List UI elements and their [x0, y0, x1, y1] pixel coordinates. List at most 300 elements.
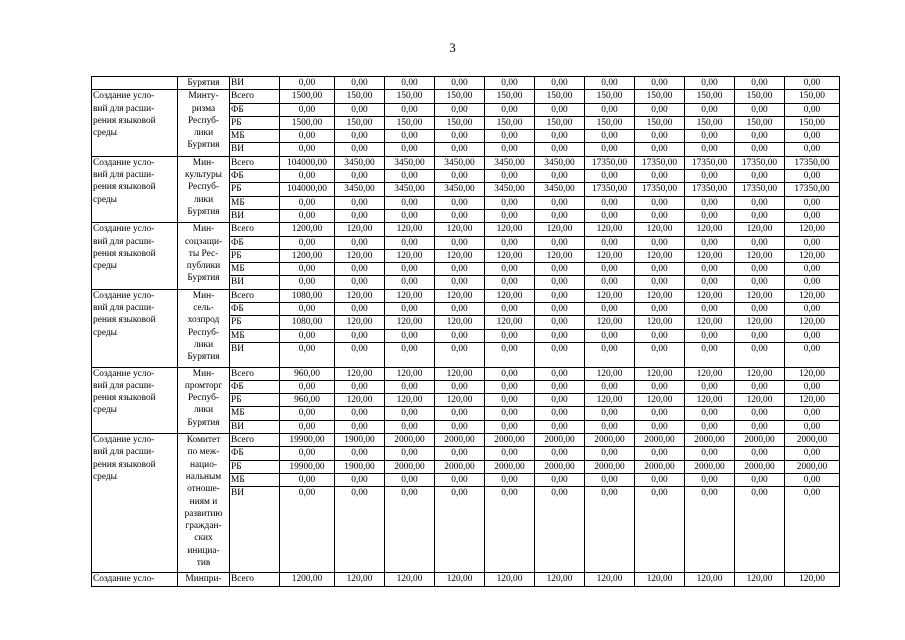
amount-cell: 0,00: [785, 420, 840, 433]
amount-cell: 0,00: [585, 276, 635, 289]
amount-cell: 0,00: [280, 209, 335, 222]
amount-cell: 120,00: [685, 289, 735, 302]
amount-cell: 0,00: [535, 342, 585, 367]
amount-cell: 0,00: [435, 263, 485, 276]
amount-cell: 0,00: [485, 130, 535, 143]
amount-cell: 2000,00: [385, 434, 435, 447]
amount-cell: 120,00: [785, 367, 840, 380]
amount-cell: 0,00: [280, 276, 335, 289]
amount-cell: 120,00: [585, 223, 635, 236]
amount-cell: 150,00: [585, 90, 635, 103]
amount-cell: 0,00: [385, 380, 435, 393]
funding-source-cell: ВИ: [230, 342, 280, 367]
amount-cell: 3450,00: [385, 156, 435, 169]
amount-cell: 17350,00: [735, 156, 785, 169]
executor-cell: [178, 434, 230, 573]
funding-source-cell: ВИ: [230, 487, 280, 573]
amount-cell: 0,00: [280, 303, 335, 316]
amount-cell: 0,00: [735, 77, 785, 90]
amount-cell: 2000,00: [585, 460, 635, 473]
funding-source-cell: ФБ: [230, 103, 280, 116]
funding-source-cell: ВИ: [230, 143, 280, 156]
event-line: рения языковой: [93, 182, 156, 193]
amount-cell: 0,00: [785, 130, 840, 143]
amount-cell: 0,00: [735, 209, 785, 222]
amount-cell: 2000,00: [385, 460, 435, 473]
amount-cell: 0,00: [335, 103, 385, 116]
executor-line: Бурятия: [187, 352, 220, 363]
amount-cell: 2000,00: [635, 460, 685, 473]
amount-cell: 0,00: [585, 342, 635, 367]
executor-cell: [178, 77, 230, 90]
executor-line: Респуб-: [187, 393, 220, 404]
amount-cell: 17350,00: [635, 183, 685, 196]
amount-cell: 150,00: [335, 90, 385, 103]
amount-cell: 120,00: [435, 249, 485, 262]
funding-source-cell: МБ: [230, 263, 280, 276]
amount-cell: 0,00: [635, 263, 685, 276]
amount-cell: 0,00: [585, 263, 635, 276]
funding-source-cell: МБ: [230, 130, 280, 143]
executor-cell: [178, 367, 230, 433]
amount-cell: 0,00: [280, 130, 335, 143]
amount-cell: 0,00: [585, 303, 635, 316]
funding-source-cell: Всего: [230, 434, 280, 447]
amount-cell: 0,00: [735, 447, 785, 460]
amount-cell: 0,00: [335, 329, 385, 342]
amount-cell: 120,00: [635, 249, 685, 262]
amount-cell: 0,00: [685, 209, 735, 222]
amount-cell: 0,00: [335, 77, 385, 90]
amount-cell: 150,00: [785, 90, 840, 103]
amount-cell: 17350,00: [585, 156, 635, 169]
amount-cell: 0,00: [535, 276, 585, 289]
amount-cell: 0,00: [385, 342, 435, 367]
amount-cell: 0,00: [485, 394, 535, 407]
amount-cell: 120,00: [635, 316, 685, 329]
amount-cell: 120,00: [335, 249, 385, 262]
amount-cell: 150,00: [435, 90, 485, 103]
amount-cell: 120,00: [785, 394, 840, 407]
amount-cell: 0,00: [280, 342, 335, 367]
event-cell: [92, 156, 178, 222]
amount-cell: 0,00: [280, 447, 335, 460]
amount-cell: 120,00: [785, 249, 840, 262]
executor-line: хозпрод: [187, 315, 220, 326]
amount-cell: 120,00: [335, 573, 385, 586]
funding-source-cell: ВИ: [230, 209, 280, 222]
amount-cell: 150,00: [735, 90, 785, 103]
amount-cell: 120,00: [685, 223, 735, 236]
amount-cell: 0,00: [435, 196, 485, 209]
amount-cell: 120,00: [385, 573, 435, 586]
executor-cell: [178, 289, 230, 367]
amount-cell: 0,00: [535, 196, 585, 209]
amount-cell: 17350,00: [735, 183, 785, 196]
amount-cell: 120,00: [435, 394, 485, 407]
amount-cell: 2000,00: [685, 460, 735, 473]
funding-source-cell: РБ: [230, 183, 280, 196]
amount-cell: 120,00: [435, 223, 485, 236]
amount-cell: 120,00: [485, 223, 535, 236]
amount-cell: 0,00: [785, 473, 840, 486]
amount-cell: 0,00: [535, 263, 585, 276]
amount-cell: 0,00: [785, 209, 840, 222]
amount-cell: 0,00: [685, 303, 735, 316]
executor-line: Минпри-: [185, 574, 222, 585]
event-line: Создание усло-: [93, 91, 155, 102]
executor-cell: [178, 156, 230, 222]
amount-cell: 0,00: [735, 236, 785, 249]
amount-cell: 0,00: [485, 329, 535, 342]
amount-cell: 0,00: [735, 103, 785, 116]
amount-cell: 0,00: [435, 329, 485, 342]
amount-cell: 0,00: [385, 77, 435, 90]
amount-cell: 2000,00: [585, 434, 635, 447]
amount-cell: 120,00: [635, 367, 685, 380]
executor-line: соцзащи-: [184, 236, 223, 247]
amount-cell: 120,00: [635, 573, 685, 586]
executor-line: Мин-: [192, 224, 215, 235]
amount-cell: 104000,00: [280, 183, 335, 196]
executor-cell: [178, 223, 230, 289]
amount-cell: 0,00: [335, 342, 385, 367]
funding-source-cell: Всего: [230, 289, 280, 302]
amount-cell: 0,00: [535, 329, 585, 342]
amount-cell: 0,00: [435, 170, 485, 183]
amount-cell: 0,00: [435, 130, 485, 143]
amount-cell: 0,00: [435, 143, 485, 156]
amount-cell: 0,00: [585, 487, 635, 573]
amount-cell: 3450,00: [335, 183, 385, 196]
amount-cell: 0,00: [785, 447, 840, 460]
amount-cell: 120,00: [585, 316, 635, 329]
amount-cell: 0,00: [585, 420, 635, 433]
amount-cell: 0,00: [635, 130, 685, 143]
amount-cell: 0,00: [535, 407, 585, 420]
amount-cell: 0,00: [385, 170, 435, 183]
amount-cell: 104000,00: [280, 156, 335, 169]
amount-cell: 0,00: [685, 263, 735, 276]
amount-cell: 2000,00: [485, 460, 535, 473]
table-row: [92, 156, 840, 169]
executor-cell: [178, 90, 230, 156]
amount-cell: 2000,00: [785, 460, 840, 473]
amount-cell: 0,00: [585, 103, 635, 116]
amount-cell: 0,00: [635, 380, 685, 393]
executor-line: отноше-: [187, 484, 220, 495]
amount-cell: 2000,00: [535, 434, 585, 447]
amount-cell: 0,00: [735, 303, 785, 316]
funding-source-cell: Всего: [230, 90, 280, 103]
amount-cell: 0,00: [280, 236, 335, 249]
table-row: [92, 573, 840, 586]
amount-cell: 0,00: [335, 263, 385, 276]
event-line: среды: [93, 128, 117, 139]
amount-cell: 960,00: [280, 394, 335, 407]
executor-line: лики: [193, 128, 214, 139]
amount-cell: 1900,00: [335, 460, 385, 473]
amount-cell: 120,00: [435, 367, 485, 380]
funding-source-cell: ФБ: [230, 236, 280, 249]
executor-line: лики: [193, 194, 214, 205]
executor-line: тив: [196, 557, 211, 568]
amount-cell: 1200,00: [280, 223, 335, 236]
executor-line: сель-: [193, 303, 214, 314]
amount-cell: 0,00: [280, 143, 335, 156]
event-line: Создание усло-: [93, 290, 155, 301]
amount-cell: 0,00: [385, 143, 435, 156]
amount-cell: 0,00: [785, 263, 840, 276]
executor-line: нальным: [185, 471, 222, 482]
event-line: Создание усло-: [93, 435, 155, 446]
amount-cell: 0,00: [280, 407, 335, 420]
amount-cell: 0,00: [585, 130, 635, 143]
funding-source-cell: РБ: [230, 249, 280, 262]
amount-cell: 1500,00: [280, 116, 335, 129]
amount-cell: 0,00: [335, 473, 385, 486]
amount-cell: 0,00: [635, 303, 685, 316]
amount-cell: 0,00: [435, 276, 485, 289]
amount-cell: 0,00: [635, 103, 685, 116]
executor-line: по меж-: [187, 447, 220, 458]
amount-cell: 0,00: [785, 276, 840, 289]
amount-cell: 0,00: [785, 103, 840, 116]
amount-cell: 0,00: [785, 380, 840, 393]
amount-cell: 0,00: [735, 130, 785, 143]
amount-cell: 0,00: [585, 329, 635, 342]
funding-source-cell: Всего: [230, 367, 280, 380]
executor-line: ты Рес-: [188, 248, 219, 259]
amount-cell: 19900,00: [280, 434, 335, 447]
amount-cell: 0,00: [685, 236, 735, 249]
amount-cell: 2000,00: [735, 434, 785, 447]
amount-cell: 0,00: [685, 380, 735, 393]
amount-cell: 2000,00: [635, 434, 685, 447]
amount-cell: 0,00: [385, 263, 435, 276]
amount-cell: 120,00: [435, 316, 485, 329]
amount-cell: 0,00: [585, 380, 635, 393]
amount-cell: 120,00: [485, 289, 535, 302]
amount-cell: 0,00: [535, 367, 585, 380]
amount-cell: 120,00: [485, 316, 535, 329]
event-line: Создание усло-: [93, 157, 155, 168]
amount-cell: 0,00: [385, 130, 435, 143]
amount-cell: 0,00: [335, 380, 385, 393]
amount-cell: 0,00: [435, 103, 485, 116]
executor-line: Минту-: [188, 91, 219, 102]
page-number: 3: [449, 40, 456, 55]
amount-cell: 0,00: [785, 487, 840, 573]
amount-cell: 0,00: [335, 447, 385, 460]
amount-cell: 2000,00: [785, 434, 840, 447]
amount-cell: 0,00: [585, 236, 635, 249]
amount-cell: 120,00: [535, 249, 585, 262]
event-line: Создание усло-: [93, 224, 155, 235]
amount-cell: 0,00: [785, 303, 840, 316]
amount-cell: 120,00: [685, 316, 735, 329]
event-cell: [92, 573, 178, 586]
amount-cell: 120,00: [735, 367, 785, 380]
event-line: Создание усло-: [93, 574, 155, 585]
amount-cell: 17350,00: [685, 183, 735, 196]
table-row: [92, 77, 840, 90]
amount-cell: 0,00: [685, 170, 735, 183]
executor-line: Бурятия: [187, 140, 220, 151]
event-line: Создание усло-: [93, 368, 155, 379]
amount-cell: 0,00: [435, 236, 485, 249]
amount-cell: 0,00: [535, 303, 585, 316]
executor-line: лики: [193, 339, 214, 350]
amount-cell: 120,00: [385, 223, 435, 236]
funding-source-cell: ФБ: [230, 380, 280, 393]
amount-cell: 0,00: [685, 447, 735, 460]
amount-cell: 0,00: [485, 170, 535, 183]
amount-cell: 120,00: [585, 289, 635, 302]
amount-cell: 0,00: [485, 367, 535, 380]
amount-cell: 2000,00: [435, 434, 485, 447]
event-line: среды: [93, 405, 117, 416]
executor-cell: [178, 573, 230, 586]
amount-cell: 0,00: [685, 196, 735, 209]
amount-cell: 0,00: [635, 143, 685, 156]
amount-cell: 120,00: [735, 249, 785, 262]
executor-line: граждан-: [185, 521, 222, 532]
amount-cell: 120,00: [535, 573, 585, 586]
amount-cell: 0,00: [685, 143, 735, 156]
amount-cell: 0,00: [685, 329, 735, 342]
table-row: [92, 367, 840, 380]
funding-source-cell: ФБ: [230, 170, 280, 183]
amount-cell: 0,00: [435, 303, 485, 316]
executor-line: публики: [186, 261, 221, 272]
amount-cell: 0,00: [485, 276, 535, 289]
amount-cell: 120,00: [335, 316, 385, 329]
funding-source-cell: ВИ: [230, 420, 280, 433]
amount-cell: 0,00: [485, 196, 535, 209]
amount-cell: 0,00: [635, 420, 685, 433]
amount-cell: 0,00: [485, 263, 535, 276]
amount-cell: 0,00: [280, 487, 335, 573]
amount-cell: 0,00: [735, 276, 785, 289]
amount-cell: 0,00: [485, 77, 535, 90]
amount-cell: 1200,00: [280, 573, 335, 586]
event-line: рения языковой: [93, 248, 156, 259]
amount-cell: 120,00: [635, 289, 685, 302]
amount-cell: 120,00: [735, 573, 785, 586]
amount-cell: 0,00: [535, 487, 585, 573]
funding-source-cell: РБ: [230, 116, 280, 129]
amount-cell: 0,00: [635, 473, 685, 486]
amount-cell: 0,00: [785, 196, 840, 209]
executor-line: Мин-: [192, 290, 215, 301]
event-line: среды: [93, 194, 117, 205]
amount-cell: 0,00: [735, 263, 785, 276]
amount-cell: 0,00: [385, 209, 435, 222]
amount-cell: 120,00: [385, 367, 435, 380]
amount-cell: 3450,00: [385, 183, 435, 196]
amount-cell: 0,00: [280, 263, 335, 276]
amount-cell: 120,00: [735, 316, 785, 329]
table-row: [92, 90, 840, 103]
amount-cell: 3450,00: [485, 183, 535, 196]
executor-line: Мин-: [192, 157, 215, 168]
amount-cell: 0,00: [685, 130, 735, 143]
amount-cell: 17350,00: [785, 156, 840, 169]
amount-cell: 0,00: [535, 316, 585, 329]
amount-cell: 0,00: [335, 143, 385, 156]
funding-source-cell: РБ: [230, 460, 280, 473]
amount-cell: 120,00: [435, 573, 485, 586]
event-line: среды: [93, 261, 117, 272]
amount-cell: 120,00: [685, 249, 735, 262]
amount-cell: 0,00: [585, 196, 635, 209]
amount-cell: 0,00: [535, 143, 585, 156]
event-cell: [92, 90, 178, 156]
amount-cell: 120,00: [685, 394, 735, 407]
amount-cell: 0,00: [785, 342, 840, 367]
amount-cell: 0,00: [485, 209, 535, 222]
amount-cell: 0,00: [485, 407, 535, 420]
amount-cell: 0,00: [635, 447, 685, 460]
funding-table-body: [92, 77, 840, 587]
amount-cell: 3450,00: [335, 156, 385, 169]
amount-cell: 120,00: [585, 367, 635, 380]
amount-cell: 150,00: [435, 116, 485, 129]
amount-cell: 0,00: [485, 303, 535, 316]
amount-cell: 0,00: [635, 276, 685, 289]
event-line: среды: [93, 327, 117, 338]
amount-cell: 0,00: [485, 236, 535, 249]
amount-cell: 120,00: [335, 367, 385, 380]
amount-cell: 150,00: [585, 116, 635, 129]
amount-cell: 0,00: [535, 473, 585, 486]
amount-cell: 0,00: [535, 209, 585, 222]
amount-cell: 120,00: [735, 289, 785, 302]
amount-cell: 2000,00: [435, 460, 485, 473]
amount-cell: 0,00: [735, 170, 785, 183]
amount-cell: 0,00: [435, 77, 485, 90]
funding-source-cell: ВИ: [230, 276, 280, 289]
amount-cell: 0,00: [385, 236, 435, 249]
amount-cell: 0,00: [685, 77, 735, 90]
event-cell: [92, 289, 178, 367]
funding-source-cell: РБ: [230, 394, 280, 407]
amount-cell: 150,00: [535, 90, 585, 103]
amount-cell: 150,00: [785, 116, 840, 129]
executor-line: развитию: [184, 508, 223, 519]
amount-cell: 0,00: [435, 407, 485, 420]
amount-cell: 0,00: [635, 342, 685, 367]
amount-cell: 0,00: [735, 420, 785, 433]
table-row: [92, 434, 840, 447]
executor-line: ских: [194, 533, 213, 544]
funding-source-cell: МБ: [230, 473, 280, 486]
amount-cell: 0,00: [635, 487, 685, 573]
amount-cell: 0,00: [535, 103, 585, 116]
amount-cell: 0,00: [635, 209, 685, 222]
amount-cell: 0,00: [280, 420, 335, 433]
amount-cell: 0,00: [735, 196, 785, 209]
funding-source-cell: МБ: [230, 329, 280, 342]
amount-cell: 0,00: [280, 77, 335, 90]
amount-cell: 0,00: [535, 380, 585, 393]
amount-cell: 0,00: [280, 196, 335, 209]
amount-cell: 2000,00: [485, 434, 535, 447]
funding-source-cell: ВИ: [230, 77, 280, 90]
executor-line: Бурятия: [187, 273, 220, 284]
amount-cell: 0,00: [585, 143, 635, 156]
